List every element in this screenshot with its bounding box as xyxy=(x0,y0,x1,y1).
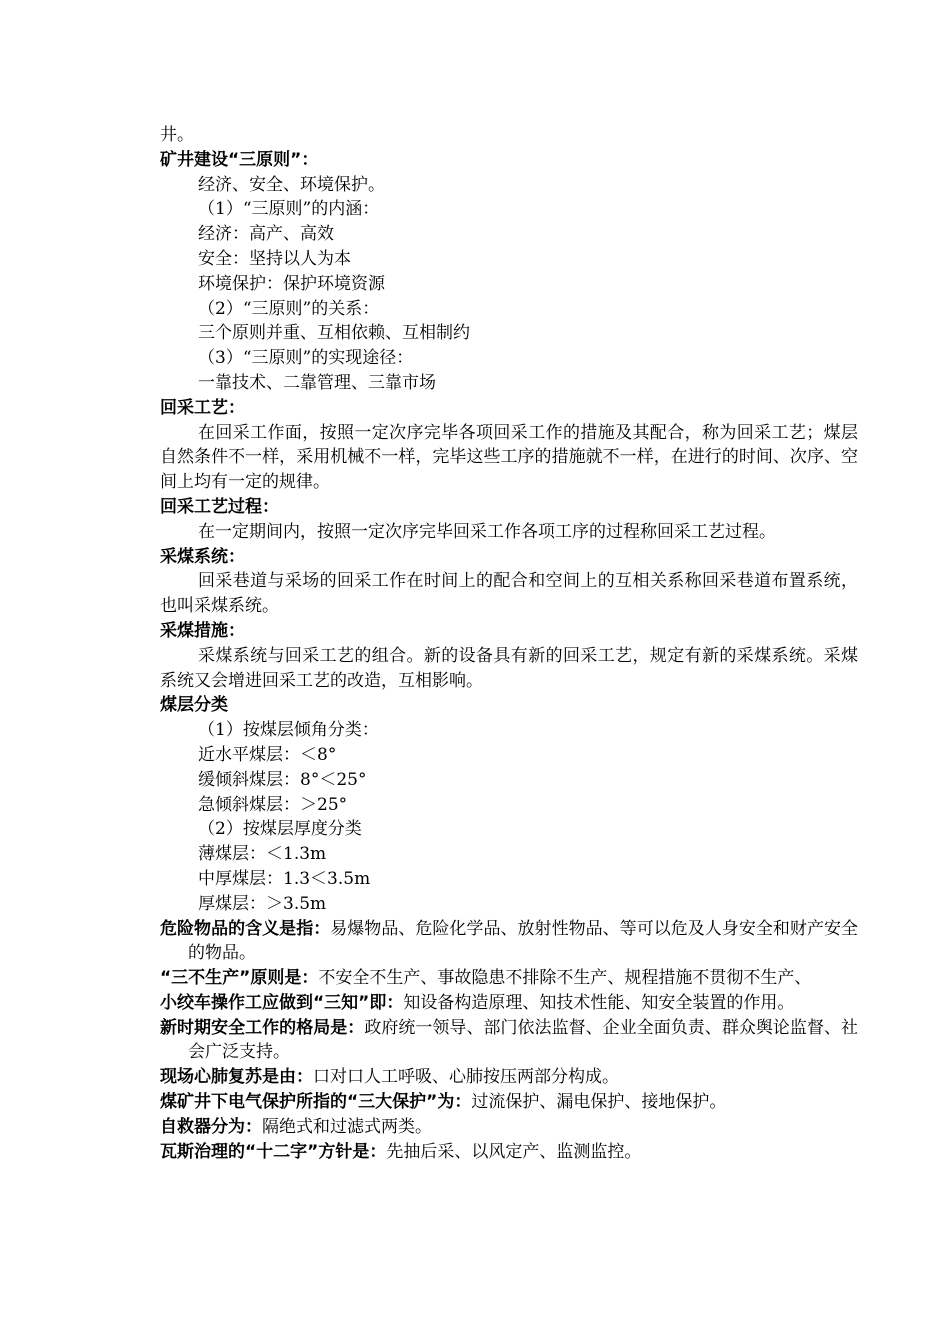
definition-text: 隔绝式和过滤式两类。 xyxy=(262,1116,432,1137)
definition-text: 易爆物品、危险化学品、放射性物品、等可以危及人身安全和财产安全的物品。 xyxy=(188,918,858,964)
text-line: （1）“三原则”的内涵： xyxy=(198,199,380,220)
paragraph: 在一定期间内，按照一定次序完毕回采工作各项工序的过程称回采工艺过程。 xyxy=(198,521,776,542)
section-heading: 回采工艺： xyxy=(160,397,245,418)
document-body xyxy=(160,123,858,1164)
text-line: （1）按煤层倾角分类： xyxy=(198,720,379,741)
definition-text: 政府统一领导、部门依法监督、企业全面负责、群众舆论监督、社会广泛支持。 xyxy=(188,1017,859,1063)
text-line: 中厚煤层：1.3＜3.5m xyxy=(198,868,371,889)
paragraph: 采煤系统与回采工艺的组合。新的设备具有新的回采工艺，规定有新的采煤系统。采煤系统又会增进回采工艺的改造，互相影响。 xyxy=(160,645,858,691)
definition-term: 危险物品的含义是指： xyxy=(160,918,331,939)
section-heading: 煤层分类 xyxy=(160,695,228,716)
definition-term: 煤矿井下电气保护所指的“三大保护”为： xyxy=(160,1092,472,1113)
text-line: 三个原则并重、互相依赖、互相制约 xyxy=(198,323,470,344)
text-line: 急倾斜煤层：＞25° xyxy=(198,794,348,815)
definition-item xyxy=(160,1140,858,1165)
text-line: 一靠技术、二靠管理、三靠市场 xyxy=(198,372,436,393)
text-line: 薄煤层：＜1.3m xyxy=(198,844,327,865)
text-line: 环境保护：保护环境资源 xyxy=(198,273,385,294)
definition-item xyxy=(160,966,858,991)
text-line: 厚煤层：＞3.5m xyxy=(198,893,327,914)
text-line: （2）按煤层厚度分类 xyxy=(198,819,362,840)
definition-text: 知设备构造原理、知技术性能、知安全装置的作用。 xyxy=(403,992,795,1013)
text-line: 经济：高产、高效 xyxy=(198,224,334,245)
definition-item xyxy=(160,1065,858,1090)
text-line: 井。 xyxy=(160,125,194,145)
section-heading: 回采工艺过程： xyxy=(160,496,279,517)
definition-text: 口对口人工呼吸、心肺按压两部分构成。 xyxy=(313,1067,619,1088)
definition-item xyxy=(160,1016,858,1066)
definition-text: 不安全不生产、事故隐患不排除不生产、规程措施不贯彻不生产、 xyxy=(318,968,812,989)
definition-item xyxy=(160,1115,858,1140)
text-line: （2）“三原则”的关系： xyxy=(198,298,380,319)
paragraph: 在回采工作面，按照一定次序完毕各项回采工作的措施及其配合，称为回采工艺；煤层自然条件不一样，采用机械不一样，完毕这些工序的措施就不一样，在进行的时间、次序、空间上均有一定的规律。 xyxy=(160,422,858,493)
text-line: （3）“三原则”的实现途径： xyxy=(198,348,414,369)
text-line: 近水平煤层：＜8° xyxy=(198,744,337,765)
definition-term: 新时期安全工作的格局是： xyxy=(160,1017,365,1038)
definition-term: 小绞车操作工应做到“三知”即： xyxy=(160,992,404,1013)
definition-item xyxy=(160,991,858,1016)
section-heading: 采煤措施： xyxy=(160,620,245,641)
definition-text: 过流保护、漏电保护、接地保护。 xyxy=(471,1092,727,1113)
definition-item xyxy=(160,917,858,967)
definition-term: 瓦斯治理的“十二字”方针是： xyxy=(160,1141,387,1162)
definition-item xyxy=(160,1090,858,1115)
section-heading: 矿井建设“三原则”： xyxy=(160,149,319,170)
paragraph: 回采巷道与采场的回采工作在时间上的配合和空间上的互相关系称回采巷道布置系统，也叫采煤系统。 xyxy=(160,571,858,617)
definition-term: 现场心肺复苏是由： xyxy=(160,1067,313,1088)
definition-text: 先抽后采、以风定产、监测监控。 xyxy=(386,1141,642,1162)
text-line: 缓倾斜煤层：8°＜25° xyxy=(198,769,367,790)
text-line: 安全：坚持以人为本 xyxy=(198,248,351,269)
definition-term: “三不生产”原则是： xyxy=(160,968,319,989)
section-heading: 采煤系统： xyxy=(160,546,245,567)
text-line: 经济、安全、环境保护。 xyxy=(198,174,385,195)
definition-term: 自救器分为： xyxy=(160,1116,262,1137)
